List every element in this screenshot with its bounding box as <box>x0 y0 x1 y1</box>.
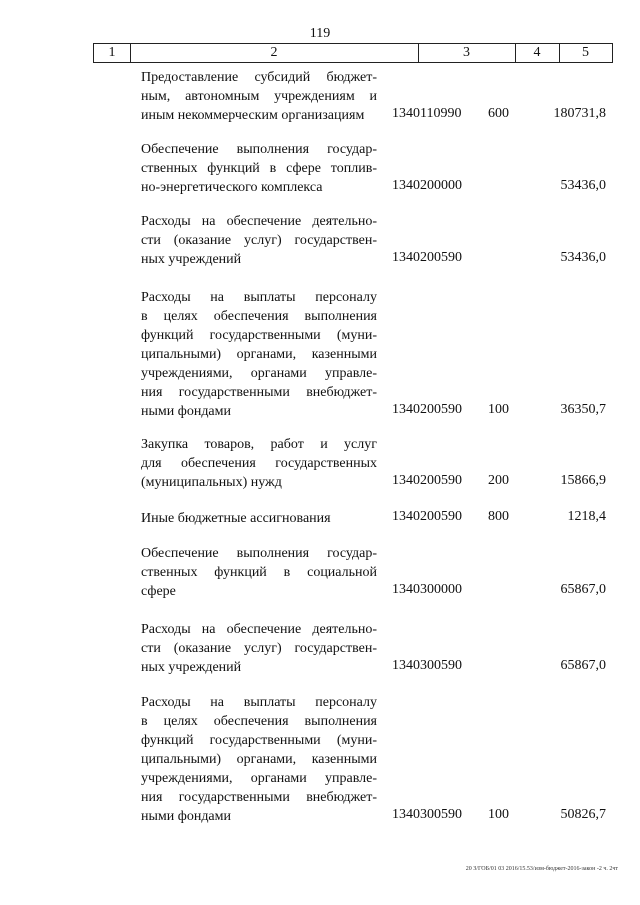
description-line: иным некоммерческим организациям <box>141 108 365 123</box>
row-expense-type: 600 <box>488 106 509 121</box>
description-line: но-энергетического комплекса <box>141 180 323 195</box>
description-line: Расходы на обеспечение деятельно- <box>141 622 377 637</box>
row-description <box>141 620 377 677</box>
row-amount: 65867,0 <box>560 658 606 673</box>
header-col-4: 4 <box>533 45 541 60</box>
row-code: 1340200000 <box>392 178 462 193</box>
description-line: учреждениями, органами управле- <box>141 771 377 786</box>
row-expense-type: 100 <box>488 402 509 417</box>
description-line: функций государственными (муни- <box>141 328 377 343</box>
description-line: ципальными) органами, казенными <box>141 347 377 362</box>
description-line: ных учреждений <box>141 252 242 267</box>
description-line: Предоставление субсидий бюджет- <box>141 70 377 85</box>
row-description <box>141 544 377 601</box>
description-line: Обеспечение выполнения государ- <box>141 142 377 157</box>
description-line: Закупка товаров, работ и услуг <box>141 437 377 452</box>
description-line: Обеспечение выполнения государ- <box>141 546 377 561</box>
row-amount: 65867,0 <box>560 582 606 597</box>
row-code: 1340200590 <box>392 402 462 417</box>
description-line: функций государственными (муни- <box>141 733 377 748</box>
row-code: 1340110990 <box>392 106 462 121</box>
description-line: ния государственными внебюджет- <box>141 790 377 805</box>
description-line: в целях обеспечения выполнения <box>141 309 377 324</box>
row-description <box>141 435 377 492</box>
row-code: 1340200590 <box>392 473 462 488</box>
row-code: 1340300000 <box>392 582 462 597</box>
row-expense-type: 100 <box>488 807 509 822</box>
row-amount: 53436,0 <box>560 178 606 193</box>
row-code: 1340300590 <box>392 807 462 822</box>
description-line: ципальными) органами, казенными <box>141 752 377 767</box>
description-line: ственных функций в сфере топлив- <box>141 161 377 176</box>
row-code: 1340300590 <box>392 658 462 673</box>
description-line: Расходы на обеспечение деятельно- <box>141 214 377 229</box>
row-code: 1340200590 <box>392 509 462 524</box>
description-line: Иные бюджетные ассигнования <box>141 511 331 526</box>
row-description <box>141 509 377 528</box>
header-col-1: 1 <box>108 45 116 60</box>
description-line: сти (оказание услуг) государствен- <box>141 233 377 248</box>
row-description <box>141 288 377 421</box>
row-amount: 1218,4 <box>567 509 606 524</box>
description-line: (муниципальных) нужд <box>141 475 282 490</box>
description-line: ным, автономным учреждениям и <box>141 89 377 104</box>
row-description <box>141 212 377 269</box>
header-col-3: 3 <box>463 45 470 60</box>
header-col-5: 5 <box>582 45 589 60</box>
row-expense-type: 200 <box>488 473 509 488</box>
row-description <box>141 140 377 197</box>
description-line: ных учреждений <box>141 660 242 675</box>
page-number: 119 <box>309 26 331 41</box>
description-line: Расходы на выплаты персоналу <box>141 290 377 305</box>
row-description <box>141 68 377 125</box>
description-line: ния государственными внебюджет- <box>141 385 377 400</box>
row-amount: 50826,7 <box>560 807 606 822</box>
description-line: ственных функций в социальной <box>141 565 377 580</box>
row-amount: 53436,0 <box>560 250 606 265</box>
description-line: для обеспечения государственных <box>141 456 377 471</box>
description-line: Расходы на выплаты персоналу <box>141 695 377 710</box>
description-line: сти (оказание услуг) государствен- <box>141 641 377 656</box>
document-footer: 20 З/ГОБ/01 03 2016/15.53/изм-бюджет-2016-закон -2 ч. 2чт <box>465 866 618 872</box>
row-amount: 15866,9 <box>560 473 606 488</box>
row-expense-type: 800 <box>488 509 509 524</box>
description-line: учреждениями, органами управле- <box>141 366 377 381</box>
row-description <box>141 693 377 826</box>
row-amount: 36350,7 <box>560 402 606 417</box>
row-code: 1340200590 <box>392 250 462 265</box>
header-col-2: 2 <box>270 45 278 60</box>
description-line: сфере <box>141 584 176 599</box>
row-amount: 180731,8 <box>553 106 606 121</box>
table-header <box>93 43 613 63</box>
description-line: в целях обеспечения выполнения <box>141 714 377 729</box>
description-line: ными фондами <box>141 809 232 824</box>
description-line: ными фондами <box>141 404 232 419</box>
